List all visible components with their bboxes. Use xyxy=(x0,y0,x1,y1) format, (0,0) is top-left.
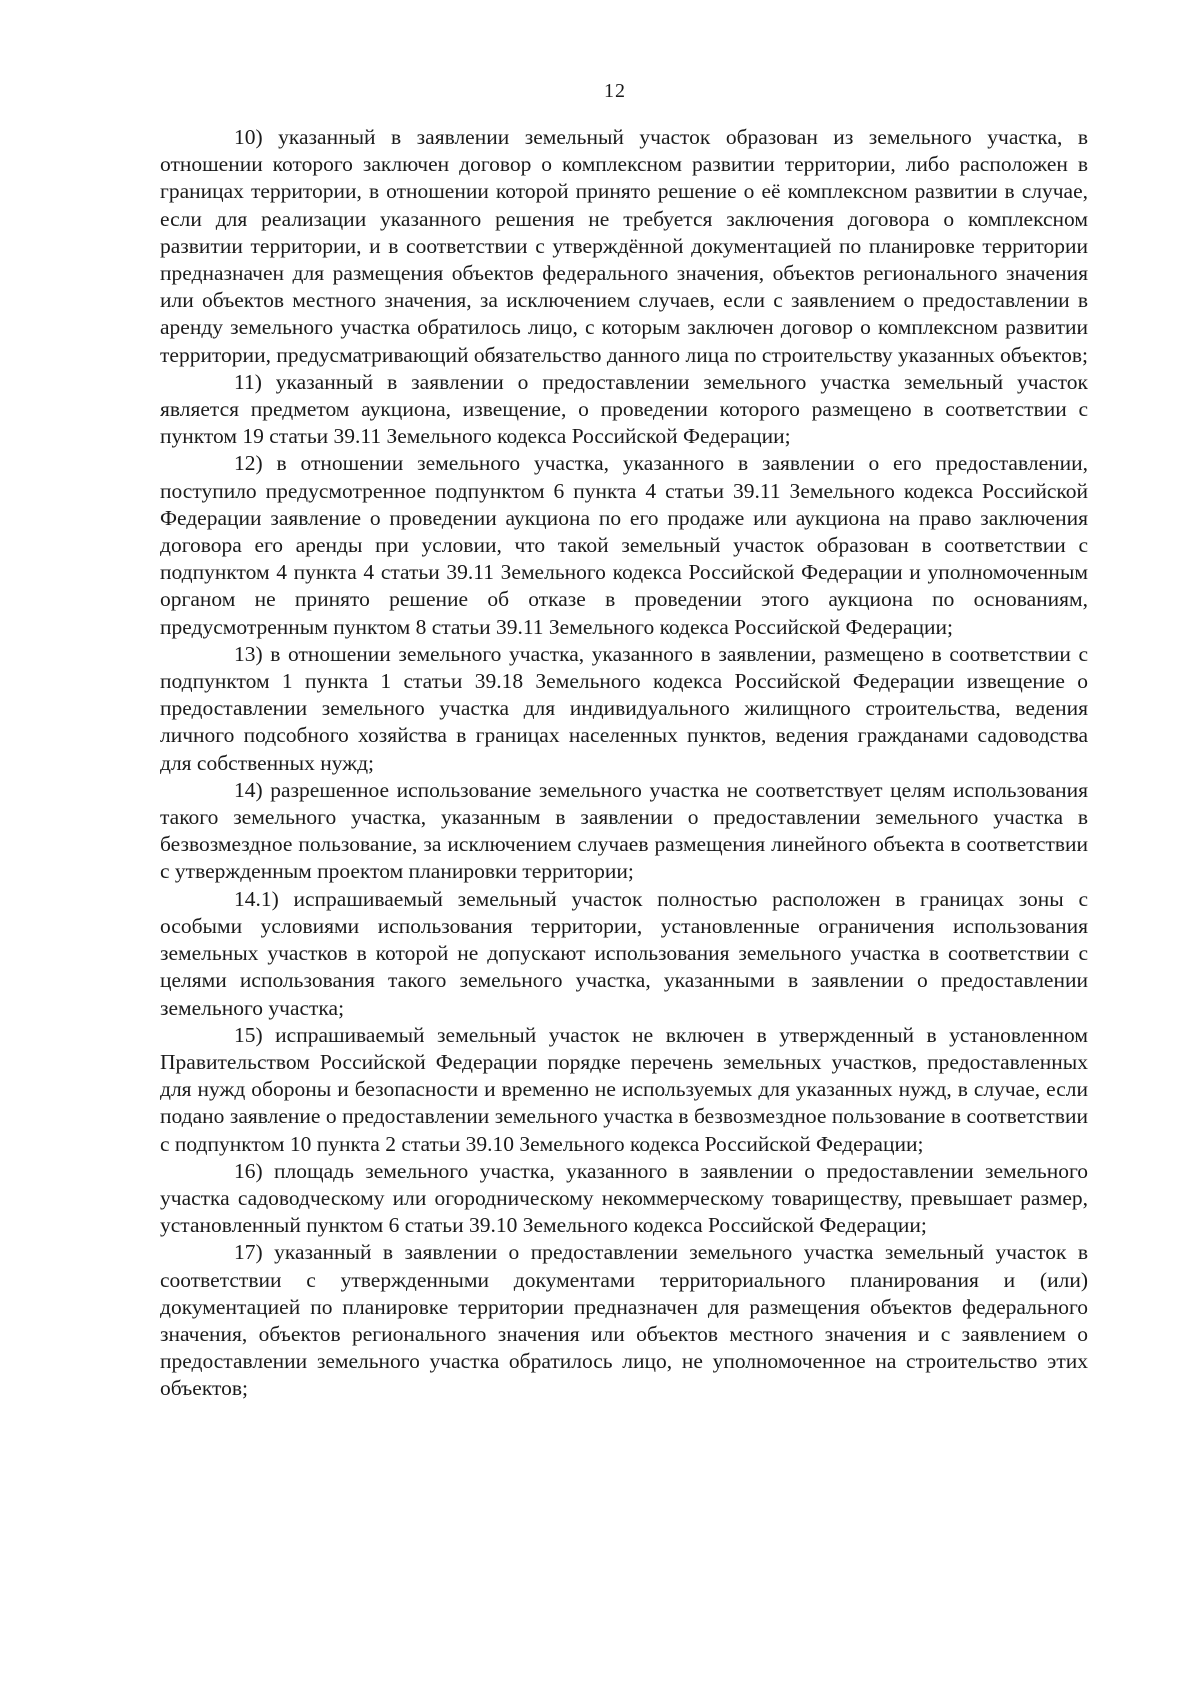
paragraph-item-14-1: 14.1) испрашиваемый земельный участок полностью расположен в границах зоны с особыми условиями использования территории, установленные ограничения использования земельных участков в которой не допускают использования земельного участка в соответствии с целями использования такого земельного участка, указанными в заявлении о предоставлении земельного участка; xyxy=(160,886,1088,1020)
paragraph-item-13: 13) в отношении земельного участка, указанного в заявлении, размещено в соответствии с подпунктом 1 пункта 1 статьи 39.18 Земельного кодекса Российской Федерации извещение о предоставлении земельного участка для индивидуального жилищного строительства, ведения личного подсобного хозяйства в границах населенных пунктов, ведения гражданами садоводства для собственных нужд; xyxy=(160,641,1088,775)
paragraph-item-16: 16) площадь земельного участка, указанного в заявлении о предоставлении земельного участка садоводческому или огородническому некоммерческому товариществу, превышает размер, установленный пунктом 6 статьи 39.10 Земельного кодекса Российской Федерации; xyxy=(160,1158,1088,1238)
document-body xyxy=(160,124,1088,1403)
paragraph-item-17: 17) указанный в заявлении о предоставлении земельного участка земельный участок в соответствии с утвержденными документами территориального планирования и (или) документацией по планировке территории предназначен для размещения объектов федерального значения, объектов регионального значения или объектов местного значения и с заявлением о предоставлении земельного участка обратилось лицо, не уполномоченное на строительство этих объектов; xyxy=(160,1240,1088,1401)
paragraph-item-15: 15) испрашиваемый земельный участок не включен в утвержденный в установленном Правительством Российской Федерации порядке перечень земельных участков, предоставленных для нужд обороны и безопасности и временно не используемых для указанных нужд, в случае, если подано заявление о предоставлении земельного участка в безвозмездное пользование в соответствии с подпунктом 10 пункта 2 статьи 39.10 Земельного кодекса Российской Федерации; xyxy=(160,1022,1088,1156)
paragraph-item-12: 12) в отношении земельного участка, указанного в заявлении о его предоставлении, поступило предусмотренное подпунктом 6 пункта 4 статьи 39.11 Земельного кодекса Российской Федерации заявление о проведении аукциона по его продаже или аукциона на право заключения договора его аренды при условии, что такой земельный участок образован в соответствии с подпунктом 4 пункта 4 статьи 39.11 Земельного кодекса Российской Федерации и уполномоченным органом не принято решение об отказе в проведении этого аукциона по основаниям, предусмотренным пунктом 8 статьи 39.11 Земельного кодекса Российской Федерации; xyxy=(160,451,1088,639)
paragraph-item-11: 11) указанный в заявлении о предоставлении земельного участка земельный участок является предметом аукциона, извещение, о проведении которого размещено в соответствии с пунктом 19 статьи 39.11 Земельного кодекса Российской Федерации; xyxy=(160,369,1088,449)
paragraph-item-10: 10) указанный в заявлении земельный участок образован из земельного участка, в отношении которого заключен договор о комплексном развитии территории, либо расположен в границах территории, в отношении которой принято решение о её комплексном развитии в случае, если для реализации указанного решения не требуется заключения договора о комплексном развитии территории, и в соответствии с утверждённой документацией по планировке территории предназначен для размещения объектов федерального значения, объектов регионального значения или объектов местного значения, за исключением случаев, если с заявлением о предоставлении в аренду земельного участка обратилось лицо, с которым заключен договор о комплексном развитии территории, предусматривающий обязательство данного лица по строительству указанных объектов; xyxy=(160,125,1088,367)
page-number: 12 xyxy=(604,80,626,102)
paragraph-item-14: 14) разрешенное использование земельного участка не соответствует целям использования такого земельного участка, указанным в заявлении о предоставлении земельного участка в безвозмездное пользование, за исключением случаев размещения линейного объекта в соответствии с утвержденным проектом планировки территории; xyxy=(160,777,1088,884)
